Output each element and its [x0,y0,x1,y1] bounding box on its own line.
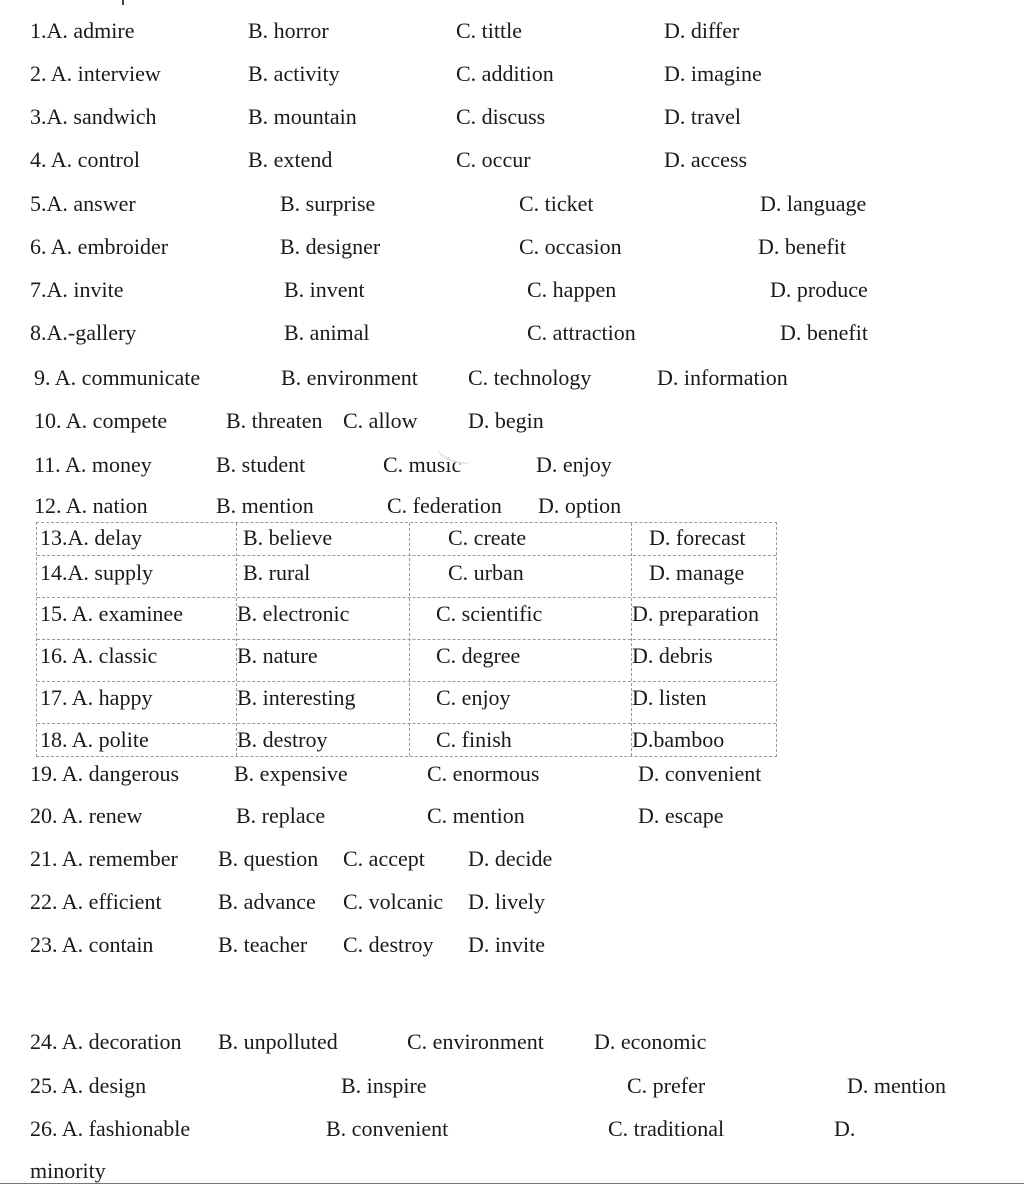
q2-d: D. imagine [664,61,762,86]
q8-c: C. attraction [527,320,636,345]
q13-b: B. believe [243,525,333,550]
q5-c: C. ticket [519,191,594,216]
q7-d: D. produce [770,277,868,302]
q1-d: D. differ [664,18,740,43]
q20-c: C. mention [427,803,525,828]
q23-c: C. destroy [343,932,434,957]
q24-d: D. economic [594,1029,707,1054]
q5-b: B. surprise [280,191,376,216]
q24-c: C. environment [407,1029,544,1054]
q10-c: C. allow [343,408,418,433]
table-row-divider [37,597,776,598]
q15-d: D. preparation [632,601,760,626]
q9-c: C. technology [468,365,592,390]
q4-b: B. extend [248,147,333,172]
q19-c: C. enormous [427,761,540,786]
q25-b: B. inspire [341,1073,427,1098]
q18-c: C. finish [436,727,512,752]
q13-c: C. create [448,525,527,550]
table-row-divider [37,723,776,724]
q17-c: C. enjoy [436,685,511,710]
q11-a: 11. A. money [34,452,152,477]
q23-a: 23. A. contain [30,932,154,957]
q12-b: B. mention [216,493,314,518]
q23-d: D. invite [468,932,545,957]
q8-b: B. animal [284,320,370,345]
q18-a: 18. A. polite [40,727,149,752]
dashed-table [36,522,777,757]
q17-d: D. listen [632,685,707,710]
q1-c: C. tittle [456,18,522,43]
q13-a: 13.A. delay [40,525,143,550]
q14-b: B. rural [243,560,311,585]
q24-a: 24. A. decoration [30,1029,182,1054]
q16-d: D. debris [632,643,713,668]
q17-b: B. interesting [237,685,356,710]
q20-b: B. replace [236,803,326,828]
q11-b: B. student [216,452,306,477]
q19-a: 19. A. dangerous [30,761,180,786]
q16-a: 16. A. classic [40,643,158,668]
q10-b: B. threaten [226,408,323,433]
q3-b: B. mountain [248,104,357,129]
top-edge-mark [122,0,124,5]
q14-c: C. urban [448,560,524,585]
q21-c: C. accept [343,846,425,871]
q26-b: B. convenient [326,1116,449,1141]
q12-d: D. option [538,493,622,518]
q2-c: C. addition [456,61,554,86]
q25-c: C. prefer [627,1073,706,1098]
q9-a: 9. A. communicate [34,365,201,390]
q3-a: 3.A. sandwich [30,104,157,129]
q15-b: B. electronic [237,601,350,626]
q24-b: B. unpolluted [218,1029,338,1054]
q25-a: 25. A. design [30,1073,147,1098]
table-row-divider [37,639,776,640]
q2-b: B. activity [248,61,340,86]
q19-b: B. expensive [234,761,348,786]
q25-d: D. mention [847,1073,946,1098]
q12-c: C. federation [387,493,502,518]
q20-a: 20. A. renew [30,803,143,828]
q21-b: B. question [218,846,319,871]
q20-d: D. escape [638,803,724,828]
q6-d: D. benefit [758,234,846,259]
q23-b: B. teacher [218,932,308,957]
q22-c: C. volcanic [343,889,444,914]
page-bottom-rule [0,1183,1024,1184]
q7-c: C. happen [527,277,617,302]
q6-c: C. occasion [519,234,622,259]
q11-d: D. enjoy [536,452,612,477]
q9-d: D. information [657,365,788,390]
q13-d: D. forecast [649,525,746,550]
q14-d: D. manage [649,560,745,585]
q7-b: B. invent [284,277,365,302]
q26-d: D. [834,1116,856,1141]
q21-d: D. decide [468,846,553,871]
q8-a: 8.A.-gallery [30,320,137,345]
q4-d: D. access [664,147,748,172]
q26-d-wrapped-text: minority [30,1158,106,1183]
q22-d: D. lively [468,889,545,914]
q15-c: C. scientific [436,601,543,626]
q16-c: C. degree [436,643,521,668]
q5-a: 5.A. answer [30,191,136,216]
q5-d: D. language [760,191,867,216]
q10-a: 10. A. compete [34,408,168,433]
table-row-divider [37,681,776,682]
q9-b: B. environment [281,365,418,390]
q8-d: D. benefit [780,320,868,345]
q7-a: 7.A. invite [30,277,124,302]
q18-d: D.bamboo [632,727,725,752]
q10-d: D. begin [468,408,544,433]
q2-a: 2. A. interview [30,61,161,86]
q21-a: 21. A. remember [30,846,178,871]
q4-a: 4. A. control [30,147,140,172]
q4-c: C. occur [456,147,531,172]
q14-a: 14.A. supply [40,560,154,585]
q26-c: C. traditional [608,1116,725,1141]
q3-d: D. travel [664,104,741,129]
q26-a: 26. A. fashionable [30,1116,191,1141]
q11-c: C. music [383,452,462,477]
q22-b: B. advance [218,889,316,914]
q6-b: B. designer [280,234,381,259]
q16-b: B. nature [237,643,318,668]
q12-a: 12. A. nation [34,493,148,518]
q6-a: 6. A. embroider [30,234,169,259]
q15-a: 15. A. examinee [40,601,183,626]
q19-d: D. convenient [638,761,762,786]
q1-b: B. horror [248,18,329,43]
q3-c: C. discuss [456,104,546,129]
table-row-divider [37,555,776,556]
q18-b: B. destroy [237,727,328,752]
q1-a: 1.A. admire [30,18,135,43]
q17-a: 17. A. happy [40,685,153,710]
q22-a: 22. A. efficient [30,889,162,914]
